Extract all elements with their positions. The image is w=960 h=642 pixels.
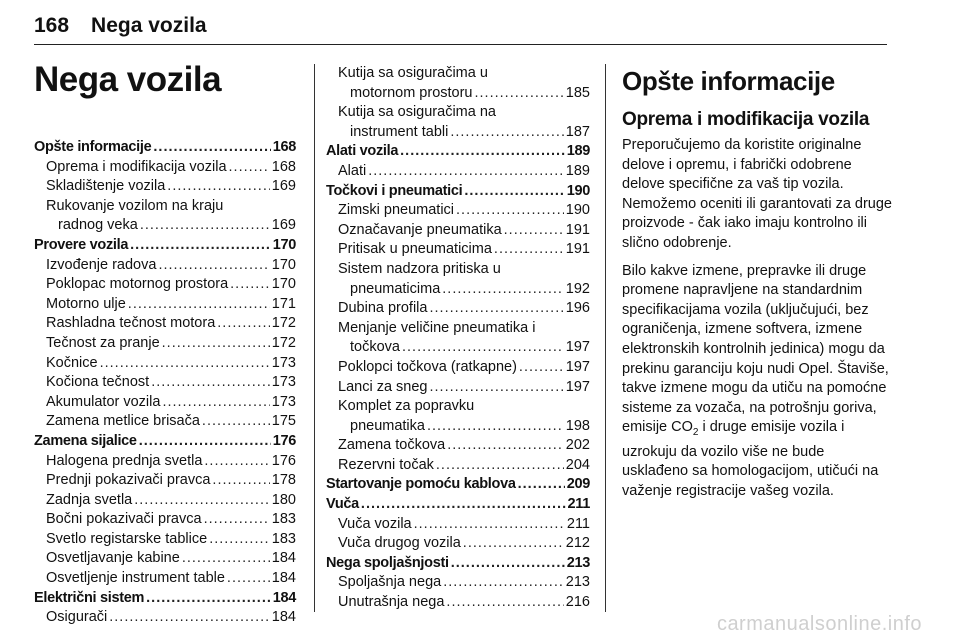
toc-leader-dots	[429, 299, 563, 319]
toc-entry-label: Osvetljavanje kabine	[46, 550, 180, 567]
toc-entry[interactable]	[326, 84, 590, 104]
toc-entry[interactable]	[326, 456, 590, 476]
toc-page-number: 187	[565, 123, 590, 140]
toc-entry[interactable]	[34, 334, 296, 354]
toc-entry-label: Električni sistem	[34, 589, 145, 606]
toc-entry-label: Akumulator vozila	[46, 393, 161, 410]
toc-leader-dots	[128, 295, 270, 315]
toc-leader-dots	[400, 142, 565, 162]
page-header	[34, 8, 887, 45]
toc-entry-label: Dubina profila	[338, 300, 428, 317]
toc-entry-label: Osigurači	[46, 609, 108, 626]
toc-entry[interactable]	[34, 314, 296, 334]
toc-page-number: 189	[565, 162, 590, 179]
toc-leader-dots	[427, 417, 564, 437]
toc-page-number: 190	[566, 182, 590, 199]
toc-page-number: 184	[271, 570, 296, 587]
general-info-section	[622, 64, 892, 510]
toc-section-entry[interactable]	[34, 138, 296, 158]
toc-page-number: 169	[271, 217, 296, 234]
toc-entry-label: Bočni pokazivači pravca	[46, 511, 202, 528]
toc-leader-dots	[209, 530, 270, 550]
toc-page-number: 197	[565, 339, 590, 356]
toc-entry[interactable]	[34, 256, 296, 276]
toc-page-number: 191	[565, 221, 590, 238]
toc-section-entry[interactable]	[34, 432, 296, 452]
toc-entry-label: Označavanje pneumatika	[338, 221, 502, 238]
toc-entry-label: Izvođenje radova	[46, 256, 157, 273]
toc-leader-dots	[456, 201, 564, 221]
toc-page-number: 168	[272, 139, 296, 155]
toc-entry-label: Halogena prednja svetla	[46, 452, 203, 469]
toc-entry-label: Rashladna tečnost motora	[46, 315, 216, 332]
toc-page-number: 196	[565, 300, 590, 317]
toc-entry[interactable]	[326, 515, 590, 535]
toc-entry[interactable]	[34, 412, 296, 432]
toc-entry[interactable]	[34, 452, 296, 472]
toc-leader-dots	[167, 177, 270, 197]
toc-entry-label: Unutrašnja nega	[338, 594, 445, 611]
toc-page-number: 211	[567, 496, 590, 513]
toc-entry[interactable]	[326, 573, 590, 593]
toc-leader-dots	[204, 510, 270, 530]
toc-leader-dots	[100, 354, 270, 374]
toc-page-number: 211	[566, 515, 590, 532]
chapter-title: Nega vozila	[34, 60, 222, 99]
toc-entry-label: Zamena sijalice	[34, 432, 137, 449]
toc-leader-dots	[464, 182, 564, 202]
paragraph-2	[622, 262, 892, 502]
toc-entry[interactable]	[326, 534, 590, 554]
toc-entry-label: pneumatika	[350, 417, 425, 434]
toc-page-number: 175	[271, 413, 296, 430]
toc-column-1	[34, 138, 296, 628]
toc-entry-label: Oprema i modifikacija vozila	[46, 158, 227, 175]
toc-leader-dots	[447, 436, 564, 456]
toc-page-number: 183	[271, 511, 296, 528]
toc-entry-label: Zamena točkova	[338, 437, 446, 454]
toc-entry-label: Menjanje veličine pneumatika i	[338, 319, 536, 336]
toc-leader-dots	[494, 240, 564, 260]
toc-leader-dots	[368, 162, 564, 182]
toc-entry-label: Svetlo registarske tablice	[46, 530, 208, 547]
toc-entry-label: Zadnja svetla	[46, 491, 133, 508]
toc-page-number: 185	[565, 84, 590, 101]
toc-page-number: 170	[272, 236, 296, 253]
paragraph-1: Preporučujemo da koristite originalne delove i opremu, i fabrički odobrene delove specifične za vaš tip vozila. Nemožemo oceniti ili garantovati za druge proizvode - čak iako imaju kontrolno ili slično odobrenje.	[622, 137, 892, 251]
toc-leader-dots	[162, 334, 270, 354]
header-title: Nega vozila	[91, 14, 207, 37]
toc-entry[interactable]	[326, 338, 590, 358]
toc-entry-label: Skladištenje vozila	[46, 178, 166, 195]
toc-entry[interactable]	[326, 240, 590, 260]
toc-leader-dots	[134, 491, 270, 511]
toc-page-number: 173	[271, 393, 296, 410]
toc-leader-dots	[158, 256, 269, 276]
toc-page-number: 176	[272, 432, 296, 449]
toc-entry[interactable]	[326, 358, 590, 378]
toc-entry-label: Alati vozila	[326, 143, 399, 160]
toc-entry-label: Komplet za popravku	[338, 398, 475, 415]
toc-entry-label: Kočnice	[46, 354, 98, 371]
toc-entry[interactable]	[326, 201, 590, 221]
toc-page-number: 184	[271, 609, 296, 626]
toc-leader-dots	[153, 138, 270, 158]
toc-page-number: 213	[565, 574, 590, 591]
toc-entry-label: točkova	[350, 339, 400, 356]
toc-page-number: 172	[271, 334, 296, 351]
toc-entry-label: Spoljašnja nega	[338, 574, 442, 591]
toc-leader-dots	[518, 475, 565, 495]
toc-entry-label: Vuča	[326, 496, 359, 513]
toc-entry[interactable]	[34, 569, 296, 589]
toc-entry[interactable]	[34, 549, 296, 569]
toc-page-number: 184	[271, 550, 296, 567]
toc-entry-label: Rukovanje vozilom na kraju	[46, 197, 224, 214]
toc-section-entry[interactable]	[34, 236, 296, 256]
toc-page-number: 183	[271, 530, 296, 547]
co2-subscript: 2	[692, 427, 699, 439]
toc-entry[interactable]	[326, 397, 590, 417]
toc-page-number: 190	[565, 202, 590, 219]
toc-leader-dots	[230, 275, 270, 295]
toc-entry-label: Zamena metlice brisača	[46, 413, 200, 430]
toc-page-number: 171	[271, 295, 296, 312]
toc-page-number: 197	[565, 358, 590, 375]
toc-entry[interactable]	[34, 197, 296, 217]
toc-entry-label: Vuča drugog vozila	[338, 535, 461, 552]
toc-entry-label: Nega spoljašnjosti	[326, 554, 449, 571]
toc-entry-label: Provere vozila	[34, 236, 129, 253]
toc-entry[interactable]	[34, 373, 296, 393]
toc-leader-dots	[451, 554, 565, 574]
toc-section-entry[interactable]	[326, 142, 590, 162]
toc-entry-label: Poklopac motornog prostora	[46, 276, 229, 293]
toc-leader-dots	[361, 495, 566, 515]
toc-page-number: 173	[271, 374, 296, 391]
toc-leader-dots	[414, 515, 565, 535]
toc-entry-label: instrument tabli	[350, 123, 449, 140]
toc-page-number: 212	[565, 535, 590, 552]
toc-entry-label: Vuča vozila	[338, 515, 412, 532]
toc-entry[interactable]	[326, 417, 590, 437]
toc-entry[interactable]	[326, 280, 590, 300]
toc-entry[interactable]	[326, 319, 590, 339]
toc-leader-dots	[212, 471, 269, 491]
toc-entry[interactable]	[326, 123, 590, 143]
toc-page-number: 176	[271, 452, 296, 469]
toc-leader-dots	[450, 123, 563, 143]
toc-page-number: 192	[565, 280, 590, 297]
section-subtitle: Oprema i modifikacija vozila	[622, 109, 870, 130]
toc-entry[interactable]	[34, 295, 296, 315]
toc-entry-label: Zimski pneumatici	[338, 202, 455, 219]
toc-entry[interactable]	[34, 216, 296, 236]
toc-leader-dots	[151, 373, 270, 393]
toc-leader-dots	[475, 84, 564, 104]
toc-entry[interactable]	[326, 103, 590, 123]
toc-entry[interactable]	[34, 177, 296, 197]
toc-page-number: 170	[271, 276, 296, 293]
toc-page-number: 216	[565, 594, 590, 611]
toc-page-number: 173	[271, 354, 296, 371]
toc-page-number: 197	[565, 378, 590, 395]
toc-entry[interactable]	[34, 530, 296, 550]
toc-leader-dots	[436, 456, 564, 476]
toc-entry[interactable]	[34, 275, 296, 295]
section-title: Opšte informacije	[622, 66, 835, 96]
toc-entry[interactable]	[34, 491, 296, 511]
toc-page-number: 191	[565, 241, 590, 258]
toc-leader-dots	[442, 280, 564, 300]
toc-entry-label: pneumaticima	[350, 280, 441, 297]
toc-page-number: 198	[565, 417, 590, 434]
toc-leader-dots	[229, 158, 270, 178]
toc-entry-label: radnog veka	[58, 217, 138, 234]
paragraph-2-text-a: Bilo kakve izmene, prepravke ili druge promene napravljene na standardnim specifikacijama vozila (uključujući, bez ograničenja, izmene softvera, izmene elektronskih kontrolnih jedinica) mogu da prekinu garanciju koju nudi Opel. Štaviše, takve izmene mogu da utiču na pomoćne sisteme za vozača, na potrošnju goriva, emisije CO	[622, 262, 889, 436]
toc-entry-label: Alati	[338, 162, 367, 179]
toc-section-entry[interactable]	[326, 554, 590, 574]
toc-entry[interactable]	[34, 354, 296, 374]
toc-entry[interactable]	[326, 378, 590, 398]
toc-page-number: 170	[271, 256, 296, 273]
toc-entry[interactable]	[326, 436, 590, 456]
toc-page-number: 172	[271, 315, 296, 332]
toc-section-entry[interactable]	[326, 475, 590, 495]
toc-entry[interactable]	[34, 393, 296, 413]
toc-leader-dots	[429, 378, 563, 398]
toc-page-number: 184	[272, 589, 296, 606]
page-number: 168	[34, 14, 70, 37]
toc-section-entry[interactable]	[326, 495, 590, 515]
toc-entry-label: motornom prostoru	[350, 84, 473, 101]
toc-page-number: 213	[566, 554, 590, 571]
toc-page-number: 209	[566, 476, 590, 493]
toc-entry-label: Točkovi i pneumatici	[326, 182, 463, 199]
toc-entry[interactable]	[34, 608, 296, 628]
toc-entry-label: Pritisak u pneumaticima	[338, 241, 492, 258]
toc-leader-dots	[519, 358, 564, 378]
toc-page-number: 202	[565, 437, 590, 454]
toc-leader-dots	[204, 452, 269, 472]
toc-leader-dots	[463, 534, 564, 554]
toc-entry-label: Poklopci točkova (ratkapne)	[338, 358, 517, 375]
toc-entry[interactable]	[326, 299, 590, 319]
toc-entry-label: Kutija sa osiguračima na	[338, 104, 496, 121]
toc-leader-dots	[139, 432, 271, 452]
toc-leader-dots	[202, 412, 270, 432]
toc-entry-label: Sistem nadzora pritiska u	[338, 260, 501, 277]
toc-entry[interactable]	[34, 158, 296, 178]
toc-entry[interactable]	[34, 510, 296, 530]
toc-page-number: 204	[565, 456, 590, 473]
toc-entry[interactable]	[326, 162, 590, 182]
toc-leader-dots	[446, 593, 563, 613]
toc-entry-label: Kutija sa osiguračima u	[338, 65, 488, 81]
toc-leader-dots	[443, 573, 564, 593]
toc-leader-dots	[217, 314, 270, 334]
toc-section-entry[interactable]	[326, 182, 590, 202]
toc-page-number: 178	[271, 472, 296, 489]
toc-entry[interactable]	[326, 64, 590, 84]
toc-entry-label: Osvetljenje instrument table	[46, 570, 225, 587]
toc-entry[interactable]	[326, 221, 590, 241]
toc-entry-label: Tečnost za pranje	[46, 334, 160, 351]
toc-leader-dots	[504, 221, 564, 241]
column-divider-1	[314, 64, 315, 612]
toc-entry[interactable]	[326, 593, 590, 613]
toc-leader-dots	[402, 338, 564, 358]
toc-leader-dots	[162, 393, 269, 413]
toc-page-number: 180	[271, 491, 296, 508]
toc-leader-dots	[109, 608, 270, 628]
toc-entry-label: Lanci za sneg	[338, 378, 428, 395]
toc-leader-dots	[227, 569, 270, 589]
toc-page-number: 169	[271, 178, 296, 195]
toc-entry-label: Prednji pokazivači pravca	[46, 472, 211, 489]
paragraph-2-text-b: i druge emisije vozila i uzrokuju da vozilo više ne bude usklađeno sa homologacijom, utičući na važenje registracije vašeg vozila.	[622, 419, 879, 499]
toc-entry-label: Opšte informacije	[34, 139, 152, 155]
toc-leader-dots	[146, 589, 271, 609]
toc-entry-label: Motorno ulje	[46, 295, 126, 312]
toc-entry-label: Kočiona tečnost	[46, 374, 150, 391]
toc-entry[interactable]	[34, 471, 296, 491]
toc-leader-dots	[182, 549, 270, 569]
toc-page-number: 189	[566, 143, 590, 160]
toc-column-2	[326, 64, 590, 613]
watermark: carmanualsonline.info	[716, 613, 922, 635]
toc-entry-label: Startovanje pomoću kablova	[326, 476, 516, 493]
toc-page-number: 168	[271, 158, 296, 175]
toc-leader-dots	[140, 216, 270, 236]
toc-section-entry[interactable]	[34, 589, 296, 609]
toc-entry-label: Rezervni točak	[338, 456, 434, 473]
column-divider-2	[605, 64, 606, 612]
toc-entry[interactable]	[326, 260, 590, 280]
toc-leader-dots	[130, 236, 271, 256]
